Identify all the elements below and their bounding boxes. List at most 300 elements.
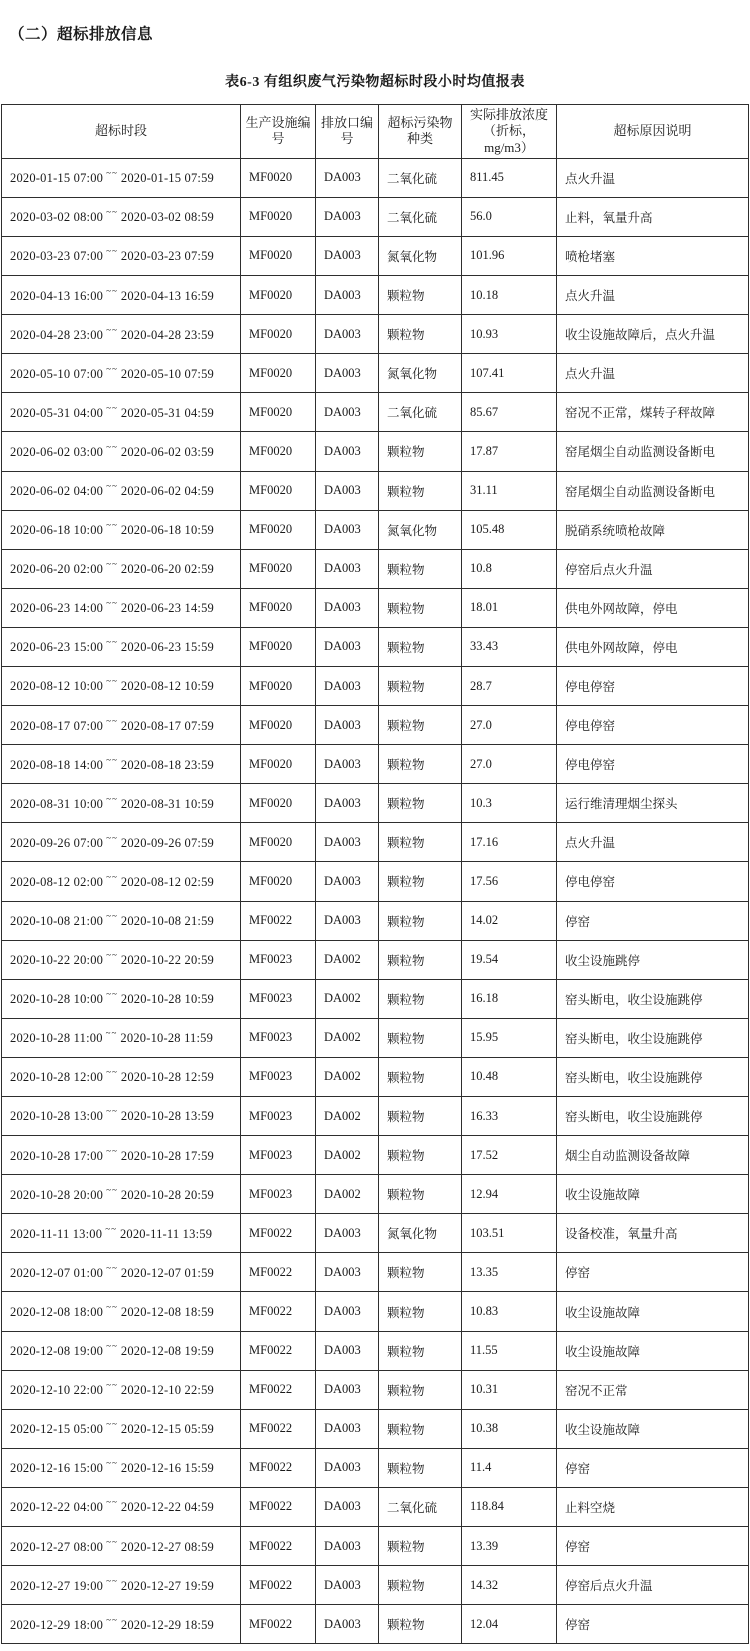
range-separator: ~~ (106, 1262, 118, 1273)
pollutant-cell: 颗粒物 (379, 1057, 462, 1096)
col-header-period: 超标时段 (2, 105, 241, 159)
reason-cell: 供电外网故障，停电 (557, 588, 749, 627)
period-end: 2020-03-02 08:59 (120, 210, 214, 225)
outlet-cell: DA003 (316, 471, 379, 510)
concentration-cell: 19.54 (462, 940, 557, 979)
table-row (2, 823, 749, 862)
range-separator: ~~ (105, 1028, 118, 1039)
table-row (2, 1097, 749, 1136)
col-header-concentration: 实际排放浓度（折标，mg/m3） (462, 105, 557, 159)
period-start: 2020-06-02 04:00 (10, 484, 104, 499)
pollutant-cell: 颗粒物 (379, 432, 462, 471)
table-row (2, 471, 749, 510)
period-start: 2020-04-13 16:00 (10, 288, 104, 303)
pollutant-cell: 颗粒物 (379, 1370, 462, 1409)
facility-cell: MF0020 (241, 510, 316, 549)
outlet-cell: DA003 (316, 784, 379, 823)
pollutant-cell: 颗粒物 (379, 1331, 462, 1370)
table-row (2, 510, 749, 549)
facility-cell: MF0020 (241, 706, 316, 745)
reason-cell: 收尘设施故障 (557, 1331, 749, 1370)
reason-cell: 脱硝系统喷枪故障 (557, 510, 749, 549)
outlet-cell: DA003 (316, 158, 379, 197)
period-end: 2020-10-28 11:59 (120, 1031, 214, 1046)
outlet-cell: DA003 (316, 706, 379, 745)
period-start: 2020-03-23 07:00 (10, 249, 104, 264)
period-start: 2020-10-08 21:00 (10, 914, 104, 929)
period-end: 2020-06-23 14:59 (120, 601, 214, 616)
period-end: 2020-04-28 23:59 (120, 327, 214, 342)
concentration-cell: 14.02 (462, 901, 557, 940)
concentration-cell: 14.32 (462, 1566, 557, 1605)
period-start: 2020-10-28 13:00 (10, 1109, 104, 1124)
table-row (2, 197, 749, 236)
period-start: 2020-01-15 07:00 (10, 171, 104, 186)
col-header-facility: 生产设施编号 (241, 105, 316, 159)
range-separator: ~~ (106, 1614, 118, 1625)
outlet-cell: DA003 (316, 1566, 379, 1605)
outlet-cell: DA002 (316, 979, 379, 1018)
table-row (2, 901, 749, 940)
range-separator: ~~ (106, 520, 118, 531)
concentration-cell: 17.56 (462, 862, 557, 901)
facility-cell: MF0020 (241, 784, 316, 823)
table-row (2, 158, 749, 197)
facility-cell: MF0022 (241, 1409, 316, 1448)
period-cell (2, 901, 241, 940)
table-row (2, 1057, 749, 1096)
range-separator: ~~ (106, 1301, 118, 1312)
period-cell (2, 1018, 241, 1057)
reason-cell: 止料，氧量升高 (557, 197, 749, 236)
concentration-cell: 107.41 (462, 354, 557, 393)
period-end: 2020-10-28 17:59 (120, 1148, 214, 1163)
table-row (2, 666, 749, 705)
reason-cell: 停电停窑 (557, 666, 749, 705)
period-start: 2020-10-28 20:00 (10, 1187, 104, 1202)
period-cell (2, 1448, 241, 1487)
outlet-cell: DA003 (316, 393, 379, 432)
period-end: 2020-11-11 13:59 (119, 1226, 213, 1241)
pollutant-cell: 颗粒物 (379, 1018, 462, 1057)
period-cell (2, 1566, 241, 1605)
reason-cell: 点火升温 (557, 158, 749, 197)
table-row (2, 745, 749, 784)
pollutant-cell: 颗粒物 (379, 823, 462, 862)
period-end: 2020-10-22 20:59 (120, 953, 214, 968)
period-cell (2, 745, 241, 784)
range-separator: ~~ (106, 832, 118, 843)
table-row (2, 1527, 749, 1566)
reason-cell: 收尘设施故障 (557, 1292, 749, 1331)
reason-cell: 收尘设施跳停 (557, 940, 749, 979)
period-end: 2020-10-28 20:59 (120, 1187, 214, 1202)
pollutant-cell: 颗粒物 (379, 862, 462, 901)
pollutant-cell: 氮氧化物 (379, 354, 462, 393)
period-start: 2020-08-31 10:00 (10, 796, 104, 811)
period-cell (2, 1175, 241, 1214)
period-end: 2020-08-31 10:59 (120, 796, 214, 811)
concentration-cell: 10.83 (462, 1292, 557, 1331)
concentration-cell: 13.39 (462, 1527, 557, 1566)
period-end: 2020-03-23 07:59 (120, 249, 214, 264)
period-end: 2020-08-12 10:59 (120, 679, 214, 694)
concentration-cell: 16.18 (462, 979, 557, 1018)
concentration-cell: 12.04 (462, 1605, 557, 1644)
table-row (2, 979, 749, 1018)
pollutant-cell: 颗粒物 (379, 1605, 462, 1644)
facility-cell: MF0020 (241, 393, 316, 432)
outlet-cell: DA003 (316, 862, 379, 901)
outlet-cell: DA003 (316, 1292, 379, 1331)
reason-cell: 窑头断电，收尘设施跳停 (557, 1097, 749, 1136)
period-cell (2, 471, 241, 510)
facility-cell: MF0020 (241, 666, 316, 705)
period-start: 2020-12-27 08:00 (10, 1539, 104, 1554)
facility-cell: MF0020 (241, 197, 316, 236)
period-start: 2020-05-31 04:00 (10, 405, 104, 420)
range-separator: ~~ (106, 871, 118, 882)
period-start: 2020-12-15 05:00 (10, 1422, 104, 1437)
outlet-cell: DA003 (316, 823, 379, 862)
period-start: 2020-06-02 03:00 (10, 445, 104, 460)
range-separator: ~~ (106, 950, 118, 961)
table-row (2, 1175, 749, 1214)
period-cell (2, 510, 241, 549)
period-cell (2, 666, 241, 705)
reason-cell: 供电外网故障，停电 (557, 627, 749, 666)
pollutant-cell: 颗粒物 (379, 979, 462, 1018)
period-cell (2, 354, 241, 393)
range-separator: ~~ (106, 168, 118, 179)
range-separator: ~~ (106, 402, 118, 413)
range-separator: ~~ (106, 793, 118, 804)
outlet-cell: DA003 (316, 354, 379, 393)
outlet-cell: DA003 (316, 588, 379, 627)
period-end: 2020-06-02 04:59 (120, 484, 214, 499)
concentration-cell: 28.7 (462, 666, 557, 705)
table-row (2, 627, 749, 666)
outlet-cell: DA002 (316, 1018, 379, 1057)
outlet-cell: DA003 (316, 1409, 379, 1448)
period-start: 2020-09-26 07:00 (10, 835, 104, 850)
facility-cell: MF0022 (241, 1292, 316, 1331)
concentration-cell: 10.18 (462, 276, 557, 315)
period-cell (2, 236, 241, 275)
period-end: 2020-06-20 02:59 (120, 562, 214, 577)
table-row (2, 1136, 749, 1175)
outlet-cell: DA003 (316, 1605, 379, 1644)
period-start: 2020-10-28 12:00 (10, 1070, 104, 1085)
facility-cell: MF0023 (241, 940, 316, 979)
period-end: 2020-09-26 07:59 (120, 835, 214, 850)
period-start: 2020-06-23 14:00 (10, 601, 104, 616)
pollutant-cell: 颗粒物 (379, 706, 462, 745)
range-separator: ~~ (106, 1497, 118, 1508)
concentration-cell: 16.33 (462, 1097, 557, 1136)
pollutant-cell: 颗粒物 (379, 940, 462, 979)
period-cell (2, 1057, 241, 1096)
report-table-body (2, 158, 749, 1644)
reason-cell: 窑尾烟尘自动监测设备断电 (557, 432, 749, 471)
period-end: 2020-01-15 07:59 (120, 171, 214, 186)
period-start: 2020-08-12 10:00 (10, 679, 104, 694)
pollutant-cell: 二氧化硫 (379, 197, 462, 236)
concentration-cell: 103.51 (462, 1214, 557, 1253)
reason-cell: 停窑 (557, 1527, 749, 1566)
pollutant-cell: 氮氧化物 (379, 510, 462, 549)
concentration-cell: 10.93 (462, 315, 557, 354)
range-separator: ~~ (106, 559, 118, 570)
concentration-cell: 15.95 (462, 1018, 557, 1057)
facility-cell: MF0020 (241, 354, 316, 393)
concentration-cell: 17.87 (462, 432, 557, 471)
reason-cell: 停窑 (557, 1605, 749, 1644)
reason-cell: 停电停窑 (557, 862, 749, 901)
outlet-cell: DA003 (316, 901, 379, 940)
period-cell (2, 940, 241, 979)
facility-cell: MF0020 (241, 432, 316, 471)
concentration-cell: 18.01 (462, 588, 557, 627)
reason-cell: 运行维清理烟尘探头 (557, 784, 749, 823)
col-header-reason: 超标原因说明 (557, 105, 749, 159)
outlet-cell: DA002 (316, 940, 379, 979)
concentration-cell: 118.84 (462, 1487, 557, 1526)
reason-cell: 点火升温 (557, 276, 749, 315)
facility-cell: MF0020 (241, 745, 316, 784)
reason-cell: 点火升温 (557, 823, 749, 862)
reason-cell: 停窑 (557, 901, 749, 940)
period-cell (2, 432, 241, 471)
table-row (2, 1566, 749, 1605)
pollutant-cell: 颗粒物 (379, 1097, 462, 1136)
range-separator: ~~ (105, 1223, 117, 1234)
facility-cell: MF0023 (241, 979, 316, 1018)
period-end: 2020-12-08 18:59 (120, 1305, 214, 1320)
concentration-cell: 33.43 (462, 627, 557, 666)
range-separator: ~~ (106, 441, 118, 452)
period-end: 2020-12-10 22:59 (120, 1383, 214, 1398)
facility-cell: MF0020 (241, 588, 316, 627)
table-header-row (2, 105, 749, 159)
period-cell (2, 1253, 241, 1292)
concentration-cell: 85.67 (462, 393, 557, 432)
concentration-cell: 10.8 (462, 549, 557, 588)
reason-cell: 收尘设施故障 (557, 1409, 749, 1448)
range-separator: ~~ (106, 637, 118, 648)
period-cell (2, 158, 241, 197)
reason-cell: 收尘设施故障 (557, 1175, 749, 1214)
table-row (2, 1409, 749, 1448)
pollutant-cell: 颗粒物 (379, 549, 462, 588)
range-separator: ~~ (106, 754, 118, 765)
pollutant-cell: 颗粒物 (379, 901, 462, 940)
outlet-cell: DA003 (316, 1487, 379, 1526)
facility-cell: MF0022 (241, 1253, 316, 1292)
pollutant-cell: 颗粒物 (379, 1448, 462, 1487)
period-start: 2020-06-23 15:00 (10, 640, 104, 655)
period-cell (2, 979, 241, 1018)
range-separator: ~~ (106, 324, 118, 335)
pollutant-cell: 颗粒物 (379, 471, 462, 510)
range-separator: ~~ (106, 1145, 118, 1156)
pollutant-cell: 二氧化硫 (379, 158, 462, 197)
reason-cell: 窑头断电，收尘设施跳停 (557, 979, 749, 1018)
period-cell (2, 1214, 241, 1253)
reason-cell: 停窑 (557, 1253, 749, 1292)
outlet-cell: DA003 (316, 1527, 379, 1566)
period-end: 2020-12-29 18:59 (120, 1617, 214, 1632)
table-row (2, 1253, 749, 1292)
period-cell (2, 588, 241, 627)
pollutant-cell: 颗粒物 (379, 784, 462, 823)
period-start: 2020-04-28 23:00 (10, 327, 104, 342)
period-end: 2020-06-18 10:59 (120, 523, 214, 538)
reason-cell: 窑况不正常 (557, 1370, 749, 1409)
reason-cell: 点火升温 (557, 354, 749, 393)
period-end: 2020-08-17 07:59 (120, 718, 214, 733)
concentration-cell: 10.38 (462, 1409, 557, 1448)
table-row (2, 588, 749, 627)
period-start: 2020-08-17 07:00 (10, 718, 104, 733)
outlet-cell: DA003 (316, 549, 379, 588)
outlet-cell: DA002 (316, 1175, 379, 1214)
range-separator: ~~ (106, 989, 118, 1000)
outlet-cell: DA003 (316, 1331, 379, 1370)
pollutant-cell: 颗粒物 (379, 1409, 462, 1448)
outlet-cell: DA003 (316, 197, 379, 236)
table-row (2, 549, 749, 588)
period-cell (2, 1605, 241, 1644)
concentration-cell: 27.0 (462, 706, 557, 745)
period-cell (2, 823, 241, 862)
range-separator: ~~ (106, 1067, 118, 1078)
period-cell (2, 393, 241, 432)
period-end: 2020-08-18 23:59 (120, 757, 214, 772)
facility-cell: MF0022 (241, 1566, 316, 1605)
table-row (2, 1331, 749, 1370)
reason-cell: 窑况不正常，煤转子秤故障 (557, 393, 749, 432)
reason-cell: 停窑后点火升温 (557, 1566, 749, 1605)
period-end: 2020-06-23 15:59 (120, 640, 214, 655)
range-separator: ~~ (106, 480, 118, 491)
facility-cell: MF0020 (241, 471, 316, 510)
range-separator: ~~ (106, 911, 118, 921)
reason-cell: 停电停窑 (557, 745, 749, 784)
period-end: 2020-12-15 05:59 (120, 1422, 214, 1437)
range-separator: ~~ (106, 285, 118, 296)
period-start: 2020-12-10 22:00 (10, 1383, 104, 1398)
period-cell (2, 276, 241, 315)
concentration-cell: 12.94 (462, 1175, 557, 1214)
concentration-cell: 13.35 (462, 1253, 557, 1292)
facility-cell: MF0023 (241, 1018, 316, 1057)
col-header-outlet: 排放口编号 (316, 105, 379, 159)
period-start: 2020-12-08 19:00 (10, 1344, 104, 1359)
table-row (2, 1605, 749, 1644)
period-end: 2020-05-31 04:59 (120, 405, 214, 420)
period-start: 2020-08-12 02:00 (10, 875, 104, 890)
range-separator: ~~ (106, 598, 118, 609)
period-end: 2020-12-27 19:59 (120, 1578, 214, 1593)
outlet-cell: DA002 (316, 1097, 379, 1136)
table-row (2, 276, 749, 315)
table-row (2, 784, 749, 823)
range-separator: ~~ (106, 246, 118, 257)
emission-report-table (1, 104, 749, 1644)
period-end: 2020-08-12 02:59 (120, 875, 214, 890)
range-separator: ~~ (106, 1106, 118, 1117)
facility-cell: MF0022 (241, 1370, 316, 1409)
period-end: 2020-10-28 12:59 (120, 1070, 214, 1085)
table-row (2, 1487, 749, 1526)
pollutant-cell: 颗粒物 (379, 276, 462, 315)
period-start: 2020-12-27 19:00 (10, 1578, 104, 1593)
period-start: 2020-12-16 15:00 (10, 1461, 104, 1476)
period-cell (2, 862, 241, 901)
outlet-cell: DA003 (316, 1448, 379, 1487)
facility-cell: MF0022 (241, 1527, 316, 1566)
outlet-cell: DA003 (316, 432, 379, 471)
period-start: 2020-08-18 14:00 (10, 757, 104, 772)
facility-cell: MF0022 (241, 1214, 316, 1253)
pollutant-cell: 颗粒物 (379, 315, 462, 354)
period-cell (2, 1136, 241, 1175)
range-separator: ~~ (106, 715, 118, 726)
range-separator: ~~ (106, 363, 118, 374)
period-cell (2, 1370, 241, 1409)
concentration-cell: 10.31 (462, 1370, 557, 1409)
pollutant-cell: 颗粒物 (379, 745, 462, 784)
period-start: 2020-12-22 04:00 (10, 1500, 104, 1515)
pollutant-cell: 颗粒物 (379, 1527, 462, 1566)
concentration-cell: 27.0 (462, 745, 557, 784)
outlet-cell: DA003 (316, 315, 379, 354)
outlet-cell: DA002 (316, 1136, 379, 1175)
pollutant-cell: 氮氧化物 (379, 1214, 462, 1253)
period-end: 2020-04-13 16:59 (120, 288, 214, 303)
period-start: 2020-10-28 11:00 (10, 1031, 103, 1046)
table-row (2, 1448, 749, 1487)
outlet-cell: DA003 (316, 236, 379, 275)
concentration-cell: 811.45 (462, 158, 557, 197)
period-end: 2020-12-22 04:59 (120, 1500, 214, 1515)
outlet-cell: DA003 (316, 276, 379, 315)
period-start: 2020-12-07 01:00 (10, 1266, 104, 1280)
period-end: 2020-12-16 15:59 (120, 1461, 214, 1476)
outlet-cell: DA003 (316, 1370, 379, 1409)
period-cell (2, 1527, 241, 1566)
col-header-pollutant: 超标污染物种类 (379, 105, 462, 159)
reason-cell: 设备校准，氧量升高 (557, 1214, 749, 1253)
period-end: 2020-10-08 21:59 (120, 914, 214, 929)
facility-cell: MF0020 (241, 276, 316, 315)
pollutant-cell: 颗粒物 (379, 588, 462, 627)
facility-cell: MF0020 (241, 823, 316, 862)
concentration-cell: 105.48 (462, 510, 557, 549)
table-row (2, 940, 749, 979)
period-cell (2, 784, 241, 823)
outlet-cell: DA003 (316, 1253, 379, 1292)
table-row (2, 1292, 749, 1331)
concentration-cell: 11.55 (462, 1331, 557, 1370)
period-end: 2020-12-08 19:59 (120, 1344, 214, 1359)
period-cell (2, 1409, 241, 1448)
facility-cell: MF0020 (241, 158, 316, 197)
period-start: 2020-10-22 20:00 (10, 953, 104, 968)
period-cell (2, 197, 241, 236)
facility-cell: MF0023 (241, 1097, 316, 1136)
